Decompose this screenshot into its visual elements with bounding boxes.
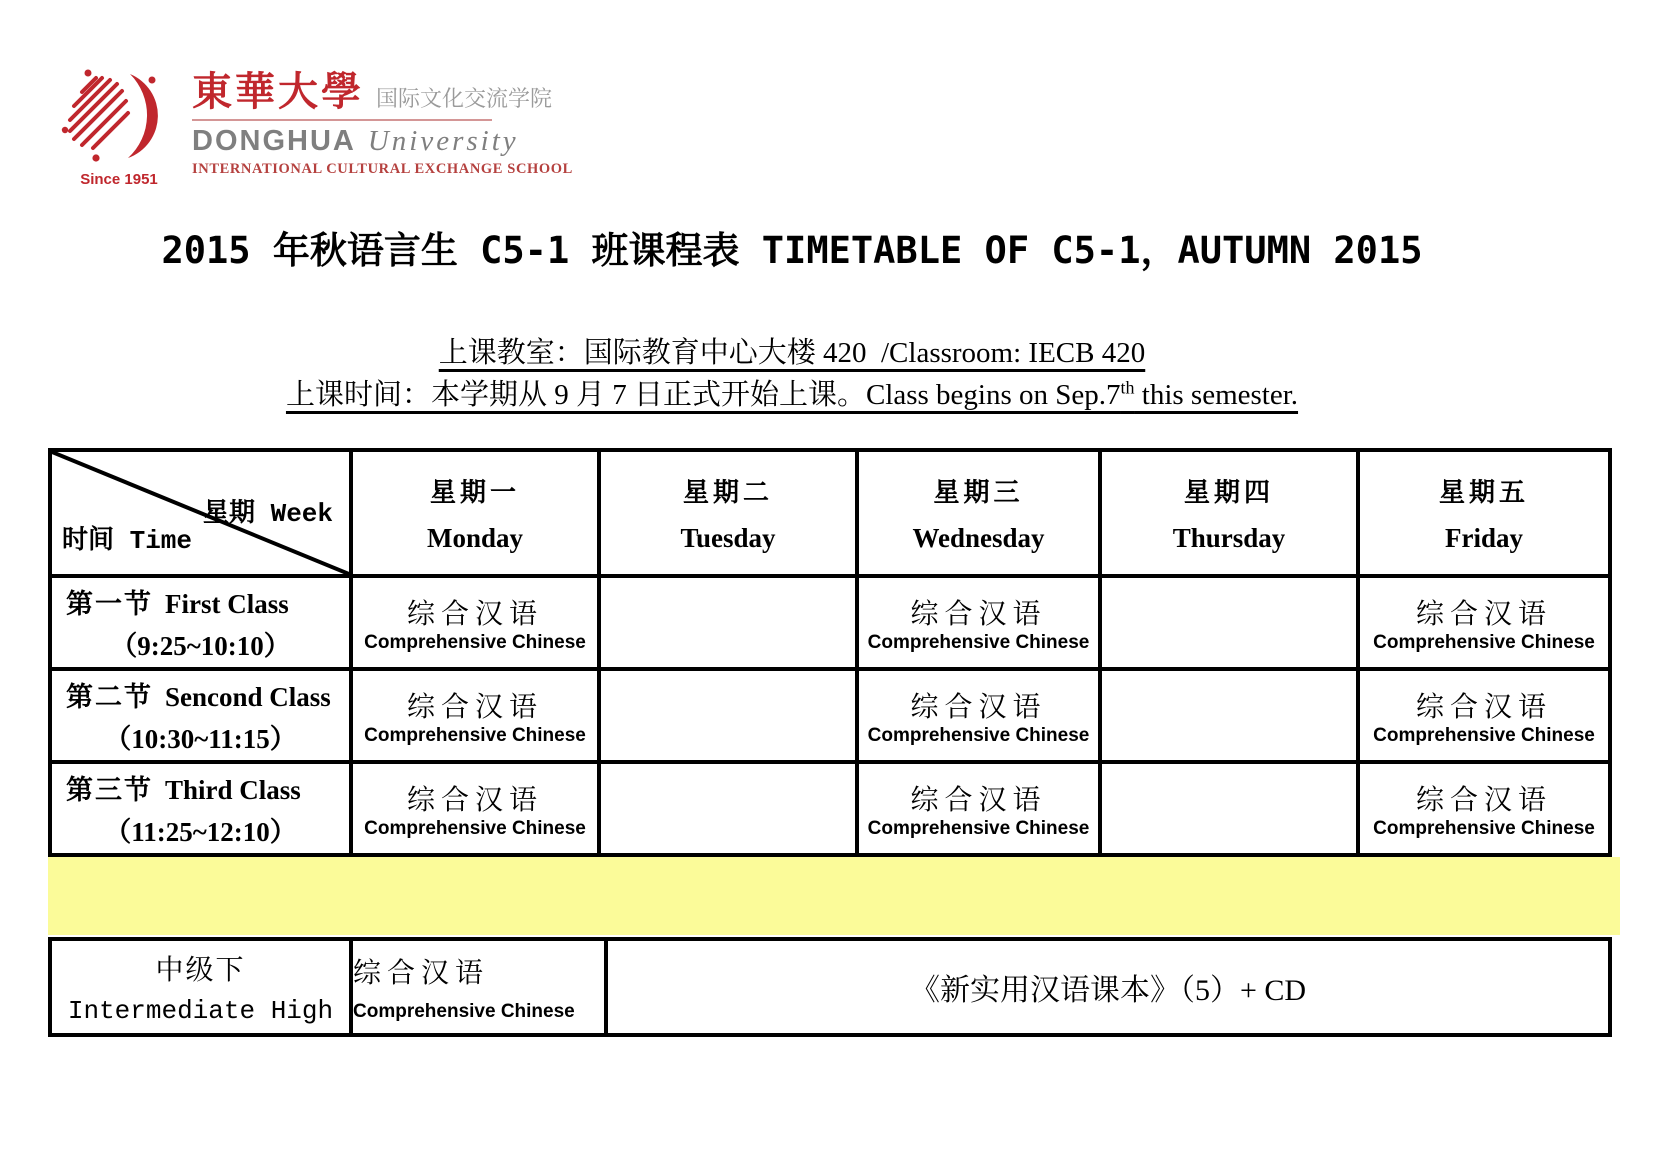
course-cell-wednesday xyxy=(857,576,1100,669)
timetable-row-second-class xyxy=(50,669,1610,762)
course-name-en: Comprehensive Chinese xyxy=(867,724,1090,746)
course-name-cn: 综合汉语 xyxy=(910,691,1047,723)
day-name-en: Wednesday xyxy=(912,523,1045,553)
timetable-row-third-class xyxy=(50,762,1610,855)
session-name-en: First Class xyxy=(165,588,289,619)
logo-divider-line xyxy=(192,119,492,121)
logo-emblem-box xyxy=(60,68,178,188)
corner-week-label: 星期 Week xyxy=(202,499,333,529)
course-name-en: Comprehensive Chinese xyxy=(867,817,1090,839)
level-cell xyxy=(50,939,351,1035)
day-header-monday xyxy=(351,450,599,576)
course-cell-thursday-empty xyxy=(1100,762,1358,855)
logo-school-name-en: INTERNATIONAL CULTURAL EXCHANGE SCHOOL xyxy=(192,161,573,177)
classroom-info-line: 上课教室：国际教育中心大楼 420 /Classroom: IECB 420 xyxy=(438,337,1146,369)
day-name-cn: 星期四 xyxy=(1183,477,1274,507)
course-cell-wednesday xyxy=(857,669,1100,762)
day-name-en: Friday xyxy=(1445,523,1523,553)
session-label-cell xyxy=(50,762,351,855)
day-name-en: Tuesday xyxy=(680,523,776,553)
course-name-cn: 综合汉语 xyxy=(910,598,1047,630)
day-name-cn: 星期五 xyxy=(1438,477,1529,507)
session-name-en: Third Class xyxy=(165,774,301,805)
course-cell xyxy=(351,939,606,1035)
session-time-range: （11:25~12:10） xyxy=(104,817,297,848)
ordinal-superscript: th xyxy=(1120,377,1135,398)
university-logo xyxy=(60,68,573,188)
course-cell-tuesday-empty xyxy=(599,576,857,669)
course-name-en: Comprehensive Chinese xyxy=(364,817,586,839)
course-name-en: Comprehensive Chinese xyxy=(867,631,1090,653)
day-name-en: Thursday xyxy=(1172,523,1286,553)
session-time-range: （10:30~11:15） xyxy=(104,724,297,755)
day-header-friday xyxy=(1358,450,1610,576)
course-cell-friday xyxy=(1358,762,1610,855)
logo-chinese-row xyxy=(192,69,573,114)
logo-text-block xyxy=(192,68,573,188)
yellow-highlight-band xyxy=(48,857,1620,935)
day-header-wednesday xyxy=(857,450,1100,576)
level-name-cn: 中级下 xyxy=(155,955,246,987)
session-time-range: （9:25~10:10） xyxy=(110,631,291,662)
timetable-header-row xyxy=(50,450,1610,576)
course-name-cn: 综合汉语 xyxy=(1415,691,1552,723)
course-name-en: Comprehensive Chinese xyxy=(364,631,586,653)
level-textbook-table xyxy=(48,937,1612,1037)
session-number-cn: 第二节 xyxy=(66,681,153,712)
day-name-cn: 星期二 xyxy=(682,477,773,507)
day-header-tuesday xyxy=(599,450,857,576)
university-sun-emblem-icon xyxy=(60,68,178,164)
session-label-cell xyxy=(50,669,351,762)
course-name-cn: 综合汉语 xyxy=(406,691,543,723)
course-cell-monday xyxy=(351,762,599,855)
course-cell-monday xyxy=(351,576,599,669)
course-name-cn: 综合汉语 xyxy=(1415,784,1552,816)
session-name-en: Sencond Class xyxy=(165,681,331,712)
course-name-en: Comprehensive Chinese xyxy=(1373,817,1595,839)
course-name-en: Comprehensive Chinese xyxy=(1373,631,1595,653)
corner-time-label: 时间 Time xyxy=(62,526,193,556)
session-number-cn: 第三节 xyxy=(66,774,153,805)
course-cell-tuesday-empty xyxy=(599,669,857,762)
session-number-cn: 第一节 xyxy=(66,588,153,619)
course-name-cn: 综合汉语 xyxy=(910,784,1047,816)
course-name-cn: 综合汉语 xyxy=(406,784,543,816)
course-name-en: Comprehensive Chinese xyxy=(1373,724,1595,746)
course-cell-monday xyxy=(351,669,599,762)
timetable xyxy=(48,448,1612,857)
course-name-cn: 综合汉语 xyxy=(1415,598,1552,630)
level-textbook-row xyxy=(50,939,1610,1035)
timetable-row-first-class xyxy=(50,576,1610,669)
class-time-text-tail: this semester. xyxy=(1134,379,1299,411)
corner-cell xyxy=(50,450,351,576)
course-cell-friday xyxy=(1358,669,1610,762)
course-cell-thursday-empty xyxy=(1100,669,1358,762)
textbook-cell: 《新实用汉语课本》（5）+ CD xyxy=(606,939,1610,1035)
level-name-en: Intermediate High xyxy=(67,995,334,1026)
logo-school-name-cn: 国际文化交流学院 xyxy=(376,85,553,111)
day-name-cn: 星期一 xyxy=(429,477,520,507)
course-cell-tuesday-empty xyxy=(599,762,857,855)
session-label-cell xyxy=(50,576,351,669)
class-time-text: 上课时间：本学期从 9 月 7 日正式开始上课。Class begins on Sep.7 xyxy=(285,379,1121,411)
course-name-cn: 综合汉语 xyxy=(406,598,543,630)
course-name-en: Comprehensive Chinese xyxy=(364,724,586,746)
logo-university-name-en: DONGHUA xyxy=(192,125,356,157)
class-time-info-line xyxy=(0,372,1584,413)
course-name-cn: 综合汉语 xyxy=(353,958,490,989)
course-name-en: Comprehensive Chinese xyxy=(353,1001,575,1022)
logo-university-name-cn: 東華大學 xyxy=(192,69,364,114)
day-name-cn: 星期三 xyxy=(933,477,1024,507)
logo-english-row xyxy=(192,125,573,158)
logo-since-label: Since 1951 xyxy=(80,171,158,188)
logo-university-word: University xyxy=(367,125,519,157)
day-header-thursday xyxy=(1100,450,1358,576)
course-cell-wednesday xyxy=(857,762,1100,855)
course-cell-thursday-empty xyxy=(1100,576,1358,669)
course-cell-friday xyxy=(1358,576,1610,669)
page-title: 2015 年秋语言生 C5-1 班课程表 TIMETABLE OF C5-1，AUTUMN 2015 xyxy=(161,229,1423,272)
day-name-en: Monday xyxy=(426,523,524,553)
